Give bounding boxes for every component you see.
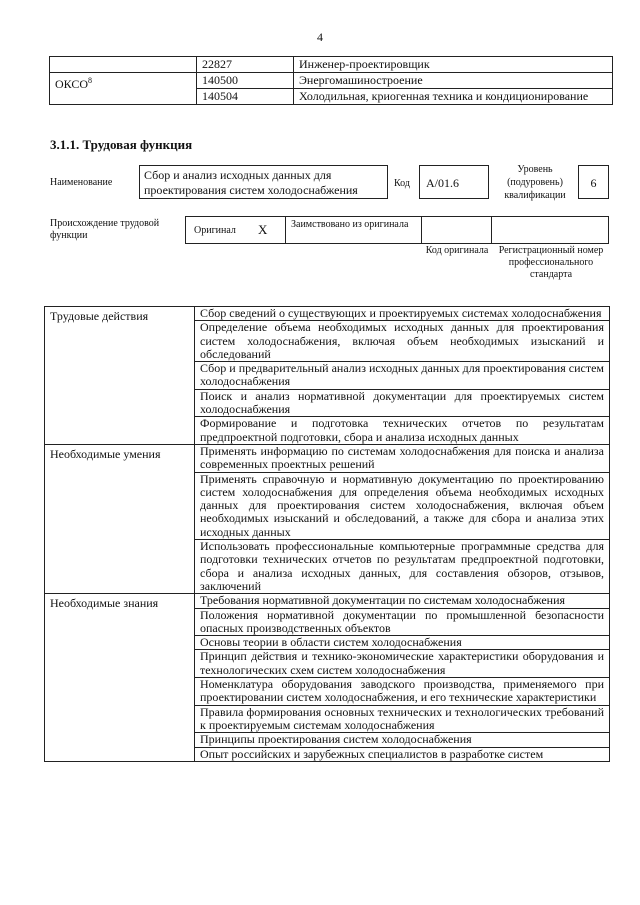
table-row xyxy=(45,444,610,472)
okso-name: Энергомашиностроение xyxy=(294,73,613,89)
code-label: Код xyxy=(394,178,410,189)
table-cell: Сбор и предварительный анализ исходных данных для проектирования систем холодоснабжения xyxy=(195,362,610,390)
okso-code: 140504 xyxy=(197,89,294,105)
table-cell: Основы теории в области систем холодоснабжения xyxy=(195,636,610,650)
code-original-label: Код оригинала xyxy=(425,245,489,256)
table-cell: Применять справочную и нормативную документацию по проектированию систем холодоснабжения для определения объема необходимых исходных данных для проектирования систем холодоснабжения, включая объем необходимых изысканий и обследований, а также для сбора и анализа этих исходных данных xyxy=(195,472,610,539)
table-cell: Требования нормативной документации по системам холодоснабжения xyxy=(195,594,610,608)
original-label: Оригинал xyxy=(194,225,236,236)
table-cell: Номенклатура оборудования заводского производства, применяемого при проектировании систем холодоснабжения, и его технические характеристики xyxy=(195,678,610,706)
okso-table xyxy=(49,56,613,105)
level-label: Уровень (подуровень) квалификации xyxy=(504,164,566,201)
category-label: Трудовые действия xyxy=(45,307,195,445)
table-cell: Формирование и подготовка технических отчетов по результатам предпроектной подготовки, сбора и анализа исходных данных xyxy=(195,417,610,445)
table-cell: Определение объема необходимых исходных данных для проектирования систем холодоснабжения, включая объем необходимых изысканий и обследований xyxy=(195,321,610,362)
page-number: 4 xyxy=(317,30,323,44)
function-code-value: А/01.6 xyxy=(419,165,489,199)
table-cell: Опыт российских и зарубежных специалистов в разработке систем xyxy=(195,747,610,761)
name-label: Наименование xyxy=(50,177,113,188)
reg-number-label: Регистрационный номер профессионального стандарта xyxy=(498,245,604,280)
origin-label: Происхождение трудовой функции xyxy=(50,218,160,241)
code-original-cell xyxy=(421,216,492,244)
table-row xyxy=(45,307,610,321)
category-label: Необходимые умения xyxy=(45,444,195,593)
okso-empty-cell xyxy=(50,57,197,73)
table-row xyxy=(45,594,610,608)
table-cell: Поиск и анализ нормативной документации для проектируемых систем холодоснабжения xyxy=(195,389,610,417)
table-cell: Положения нормативной документации по промышленной безопасности опасных производственных объектов xyxy=(195,608,610,636)
table-cell: Применять информацию по системам холодоснабжения для поиска и анализа современных проектных решений xyxy=(195,444,610,472)
original-cell xyxy=(185,216,286,244)
okso-code: 22827 xyxy=(197,57,294,73)
okso-name: Холодильная, криогенная техника и кондиционирование xyxy=(294,89,613,105)
original-mark: X xyxy=(258,222,268,237)
table-cell: Правила формирования основных технических и технологических требований к проектируемым системам холодоснабжения xyxy=(195,705,610,733)
borrowed-label: Заимствовано из оригинала xyxy=(291,219,409,230)
level-value: 6 xyxy=(578,165,609,199)
table-cell: Использовать профессиональные компьютерные программные средства для подготовки технических отчетов по результатам предпроектной подготовки, сбора и анализа исходных данных, для составления обзоров, отзывов, заключений xyxy=(195,540,610,594)
okso-name: Инженер-проектировщик xyxy=(294,57,613,73)
category-label: Необходимые знания xyxy=(45,594,195,762)
function-name-value: Сбор и анализ исходных данных для проектирования систем холодоснабжения xyxy=(139,165,388,199)
table-cell: Сбор сведений о существующих и проектируемых системах холодоснабжения xyxy=(195,307,610,321)
labor-function-table xyxy=(44,306,610,762)
okso-code: 140500 xyxy=(197,73,294,89)
table-cell: Принцип действия и технико-экономические характеристики оборудования и технологических схем систем холодоснабжения xyxy=(195,650,610,678)
okso-label: ОКСО$^8$ xyxy=(50,73,197,105)
table-cell: Принципы проектирования систем холодоснабжения xyxy=(195,733,610,747)
section-title: 3.1.1. Трудовая функция xyxy=(50,137,193,152)
borrowed-cell xyxy=(285,216,422,244)
reg-number-cell xyxy=(491,216,609,244)
origin-row xyxy=(185,216,609,244)
